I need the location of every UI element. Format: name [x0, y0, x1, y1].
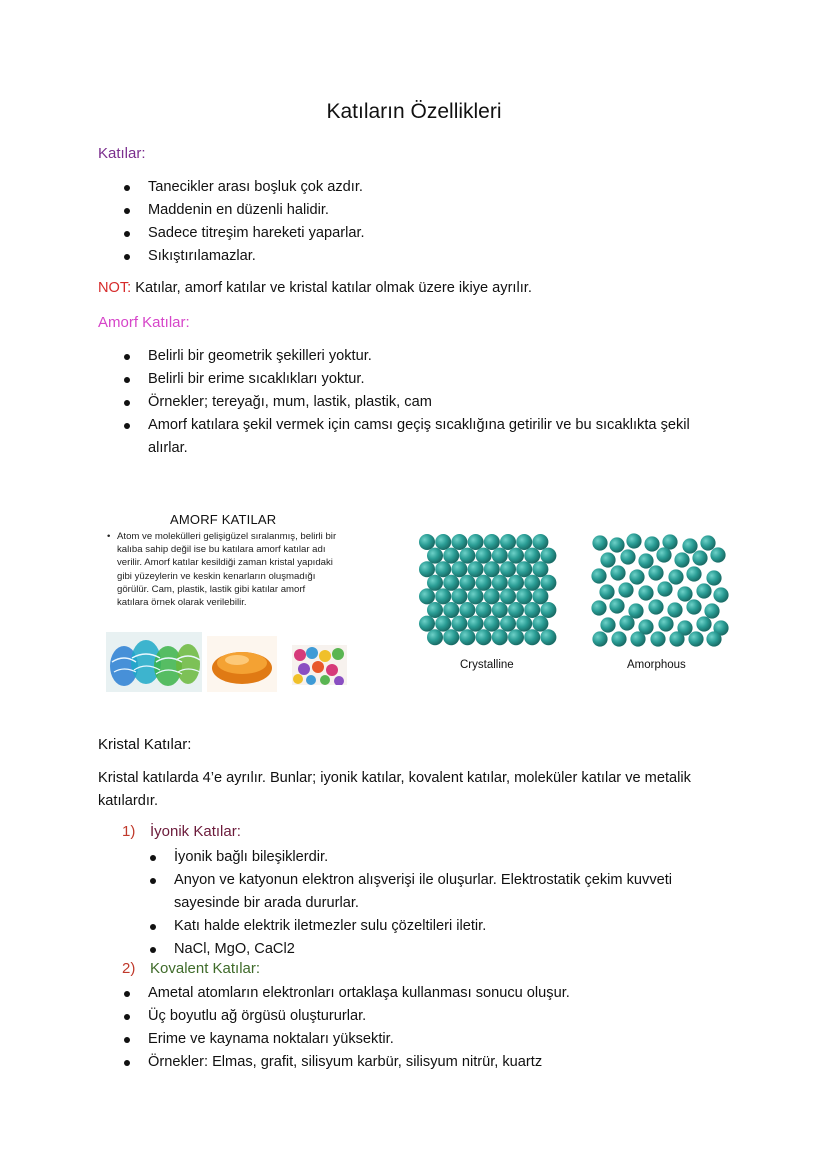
note-label: NOT: [98, 280, 132, 296]
amorf-heading: Amorf Katılar: [98, 314, 190, 331]
crystal-particle [492, 629, 508, 645]
iyonik-heading: İyonik Katılar: [150, 823, 241, 840]
crystalline-lattice-diagram [418, 533, 560, 647]
crystal-particle [516, 616, 532, 632]
crystal-particle [476, 602, 492, 618]
crystal-particle [500, 616, 516, 632]
amorphous-particle [591, 568, 606, 583]
amorphous-particle [628, 603, 643, 618]
crystal-particle [508, 548, 524, 564]
crystal-particle [443, 602, 459, 618]
amorphous-particle [648, 565, 663, 580]
crystal-particle [484, 534, 500, 550]
amorphous-particle [696, 616, 711, 631]
crystal-particle [508, 575, 524, 591]
crystal-particle [451, 588, 467, 604]
crystal-particle [500, 561, 516, 577]
crystal-particle [508, 602, 524, 618]
amorphous-arrangement-diagram [590, 533, 730, 647]
amorphous-particle [696, 583, 711, 598]
katilar-heading: Katılar: [98, 145, 146, 162]
list-item: Üç boyutlu ağ örgüsü oluştururlar. [98, 1005, 738, 1028]
amorphous-particle [629, 569, 644, 584]
katilar-list [98, 176, 738, 268]
amorphous-particle [713, 587, 728, 602]
amorphous-particle [626, 533, 641, 548]
list-item: Sadece titreşim hareketi yaparlar. [98, 222, 738, 245]
crystal-particle [484, 616, 500, 632]
amorphous-particle [611, 631, 626, 646]
iyonik-list [124, 846, 734, 961]
amorphous-particle [706, 631, 721, 646]
iyonik-heading-row [122, 823, 241, 840]
amorphous-particle [600, 617, 615, 632]
list-item: Amorf katılara şekil vermek için camsı geçiş sıcaklığına getirilir ve bu sıcaklıkta şekil alırlar. [98, 414, 728, 460]
crystal-particle [492, 575, 508, 591]
kovalent-heading: Kovalent Katılar: [150, 960, 261, 977]
list-item: Örnekler; tereyağı, mum, lastik, plastik, cam [98, 391, 728, 414]
amorphous-particle [710, 547, 725, 562]
page-title: Katıların Özellikleri [326, 100, 502, 123]
amorphous-particle [650, 631, 665, 646]
amorphous-particle [669, 631, 684, 646]
amorphous-particle [688, 631, 703, 646]
amorphous-particle [692, 550, 707, 565]
list-item: Maddenin en düzenli halidir. [98, 199, 738, 222]
plastic-pieces-photo [292, 645, 347, 685]
amorphous-particle [610, 565, 625, 580]
amorphous-particle [657, 581, 672, 596]
list-item: Anyon ve katyonun elektron alışverişi ile oluşurlar. Elektrostatik çekim kuvveti sayesinde bir arada dururlar. [124, 869, 734, 915]
amorphous-particle [592, 631, 607, 646]
crystal-particle [500, 534, 516, 550]
amorphous-particle [609, 598, 624, 613]
amorphous-particle [638, 553, 653, 568]
amorphous-particle [638, 585, 653, 600]
crystal-particle [459, 602, 475, 618]
glass-vases-photo [106, 632, 202, 692]
crystal-particle [443, 575, 459, 591]
list-item: Belirli bir erime sıcaklıkları yoktur. [98, 368, 728, 391]
amorphous-particle [668, 569, 683, 584]
crystal-particle [435, 561, 451, 577]
crystal-particle [532, 561, 548, 577]
list-item: Katı halde elektrik iletmezler sulu çözeltileri iletir. [124, 915, 734, 938]
kristal-paragraph: Kristal katılarda 4’e ayrılır. Bunlar; iyonik katılar, kovalent katılar, moleküler katılar ve metalik katılardır. [98, 770, 691, 809]
list-item: Ametal atomların elektronları ortaklaşa kullanması sonucu oluşur. [98, 982, 738, 1005]
amorphous-particle [600, 552, 615, 567]
list-item: İyonik bağlı bileşiklerdir. [124, 846, 734, 869]
amorphous-particle [674, 552, 689, 567]
amorphous-particle [686, 599, 701, 614]
amorphous-particle [648, 599, 663, 614]
crystal-particle [419, 561, 435, 577]
list-item: NaCl, MgO, CaCl2 [124, 938, 734, 961]
figure-text [107, 530, 339, 609]
crystal-particle [427, 629, 443, 645]
crystal-particle [516, 561, 532, 577]
amorphous-particle [592, 535, 607, 550]
amorphous-particle [630, 631, 645, 646]
amorphous-particle [682, 538, 697, 553]
list-item: Sıkıştırılamazlar. [98, 245, 738, 268]
crystal-particle [524, 629, 540, 645]
crystal-particle [532, 588, 548, 604]
crystal-particle [532, 616, 548, 632]
amorphous-particle [599, 584, 614, 599]
crystal-particle [484, 561, 500, 577]
crystal-particle [435, 588, 451, 604]
crystal-particle [492, 548, 508, 564]
list-item: Örnekler: Elmas, grafit, silisyum karbür, silisyum nitrür, kuartz [98, 1051, 738, 1074]
amorphous-particle [677, 586, 692, 601]
amorphous-particle [644, 536, 659, 551]
amorphous-particle [704, 603, 719, 618]
crystal-particle [459, 548, 475, 564]
kovalent-number: 2) [122, 960, 136, 977]
crystal-particle [492, 602, 508, 618]
crystal-particle [419, 588, 435, 604]
crystal-particle [427, 575, 443, 591]
note-paragraph [98, 280, 738, 296]
amorphous-particle [667, 602, 682, 617]
crystal-particle [427, 602, 443, 618]
amorphous-particle [618, 582, 633, 597]
crystal-particle [435, 534, 451, 550]
crystal-particle [443, 548, 459, 564]
kristal-heading: Kristal Katılar: [98, 736, 192, 753]
crystal-particle [500, 588, 516, 604]
crystal-particle [540, 602, 556, 618]
crystal-particle [484, 588, 500, 604]
crystal-particle [524, 548, 540, 564]
list-item: Tanecikler arası boşluk çok azdır. [98, 176, 738, 199]
amorphous-particle [656, 547, 671, 562]
amorf-list [98, 345, 728, 460]
crystal-particle [516, 534, 532, 550]
crystalline-caption: Crystalline [460, 659, 514, 671]
kovalent-list [98, 982, 738, 1074]
crystal-particle [524, 575, 540, 591]
crystal-particle [532, 534, 548, 550]
crystal-particle [451, 534, 467, 550]
amorphous-particle [686, 566, 701, 581]
crystal-particle [468, 561, 484, 577]
crystal-particle [427, 548, 443, 564]
amorphous-particle [662, 534, 677, 549]
amorphous-particle [700, 535, 715, 550]
crystal-particle [540, 629, 556, 645]
crystal-particle [459, 575, 475, 591]
crystal-particle [508, 629, 524, 645]
crystal-particle [468, 588, 484, 604]
crystal-particle [468, 616, 484, 632]
crystal-particle [524, 602, 540, 618]
crystal-particle [443, 629, 459, 645]
crystal-particle [451, 616, 467, 632]
amorphous-particle [609, 537, 624, 552]
crystal-particle [540, 548, 556, 564]
crystal-particle [540, 575, 556, 591]
crystal-particle [468, 534, 484, 550]
crystal-particle [435, 616, 451, 632]
crystal-particle [459, 629, 475, 645]
crystal-particle [476, 575, 492, 591]
amber-resin-photo [207, 636, 277, 692]
amorphous-particle [619, 615, 634, 630]
amorphous-particle [658, 616, 673, 631]
crystal-particle [476, 629, 492, 645]
crystal-particle [451, 561, 467, 577]
crystal-particle [419, 534, 435, 550]
crystal-particle [516, 588, 532, 604]
amorphous-particle [591, 600, 606, 615]
list-item: Belirli bir geometrik şekilleri yoktur. [98, 345, 728, 368]
note-text: Katılar, amorf katılar ve kristal katılar olmak üzere ikiye ayrılır. [131, 280, 532, 296]
iyonik-number: 1) [122, 823, 136, 840]
amorphous-particle [706, 570, 721, 585]
amorphous-caption: Amorphous [627, 659, 686, 671]
crystal-particle [476, 548, 492, 564]
list-item: Erime ve kaynama noktaları yüksektir. [98, 1028, 738, 1051]
figure-title: AMORF KATILAR [170, 512, 277, 527]
amorphous-particle [620, 549, 635, 564]
crystal-particle [419, 616, 435, 632]
figure-text-item: • Atom ve molekülleri gelişigüzel sıralanmış, belirli bir kalıba sahip değil ise bu katılara amorf katılar adı verilir. Amorf katılar kesildiği zaman kristal yapıdaki gibi yüzeylerin ve keskin kenarların oluşmadığı görülür. Cam, plastik, lastik gibi katılar amorf katılara örnek olarak verilebilir. [107, 530, 339, 609]
kovalent-heading-row [122, 960, 260, 977]
